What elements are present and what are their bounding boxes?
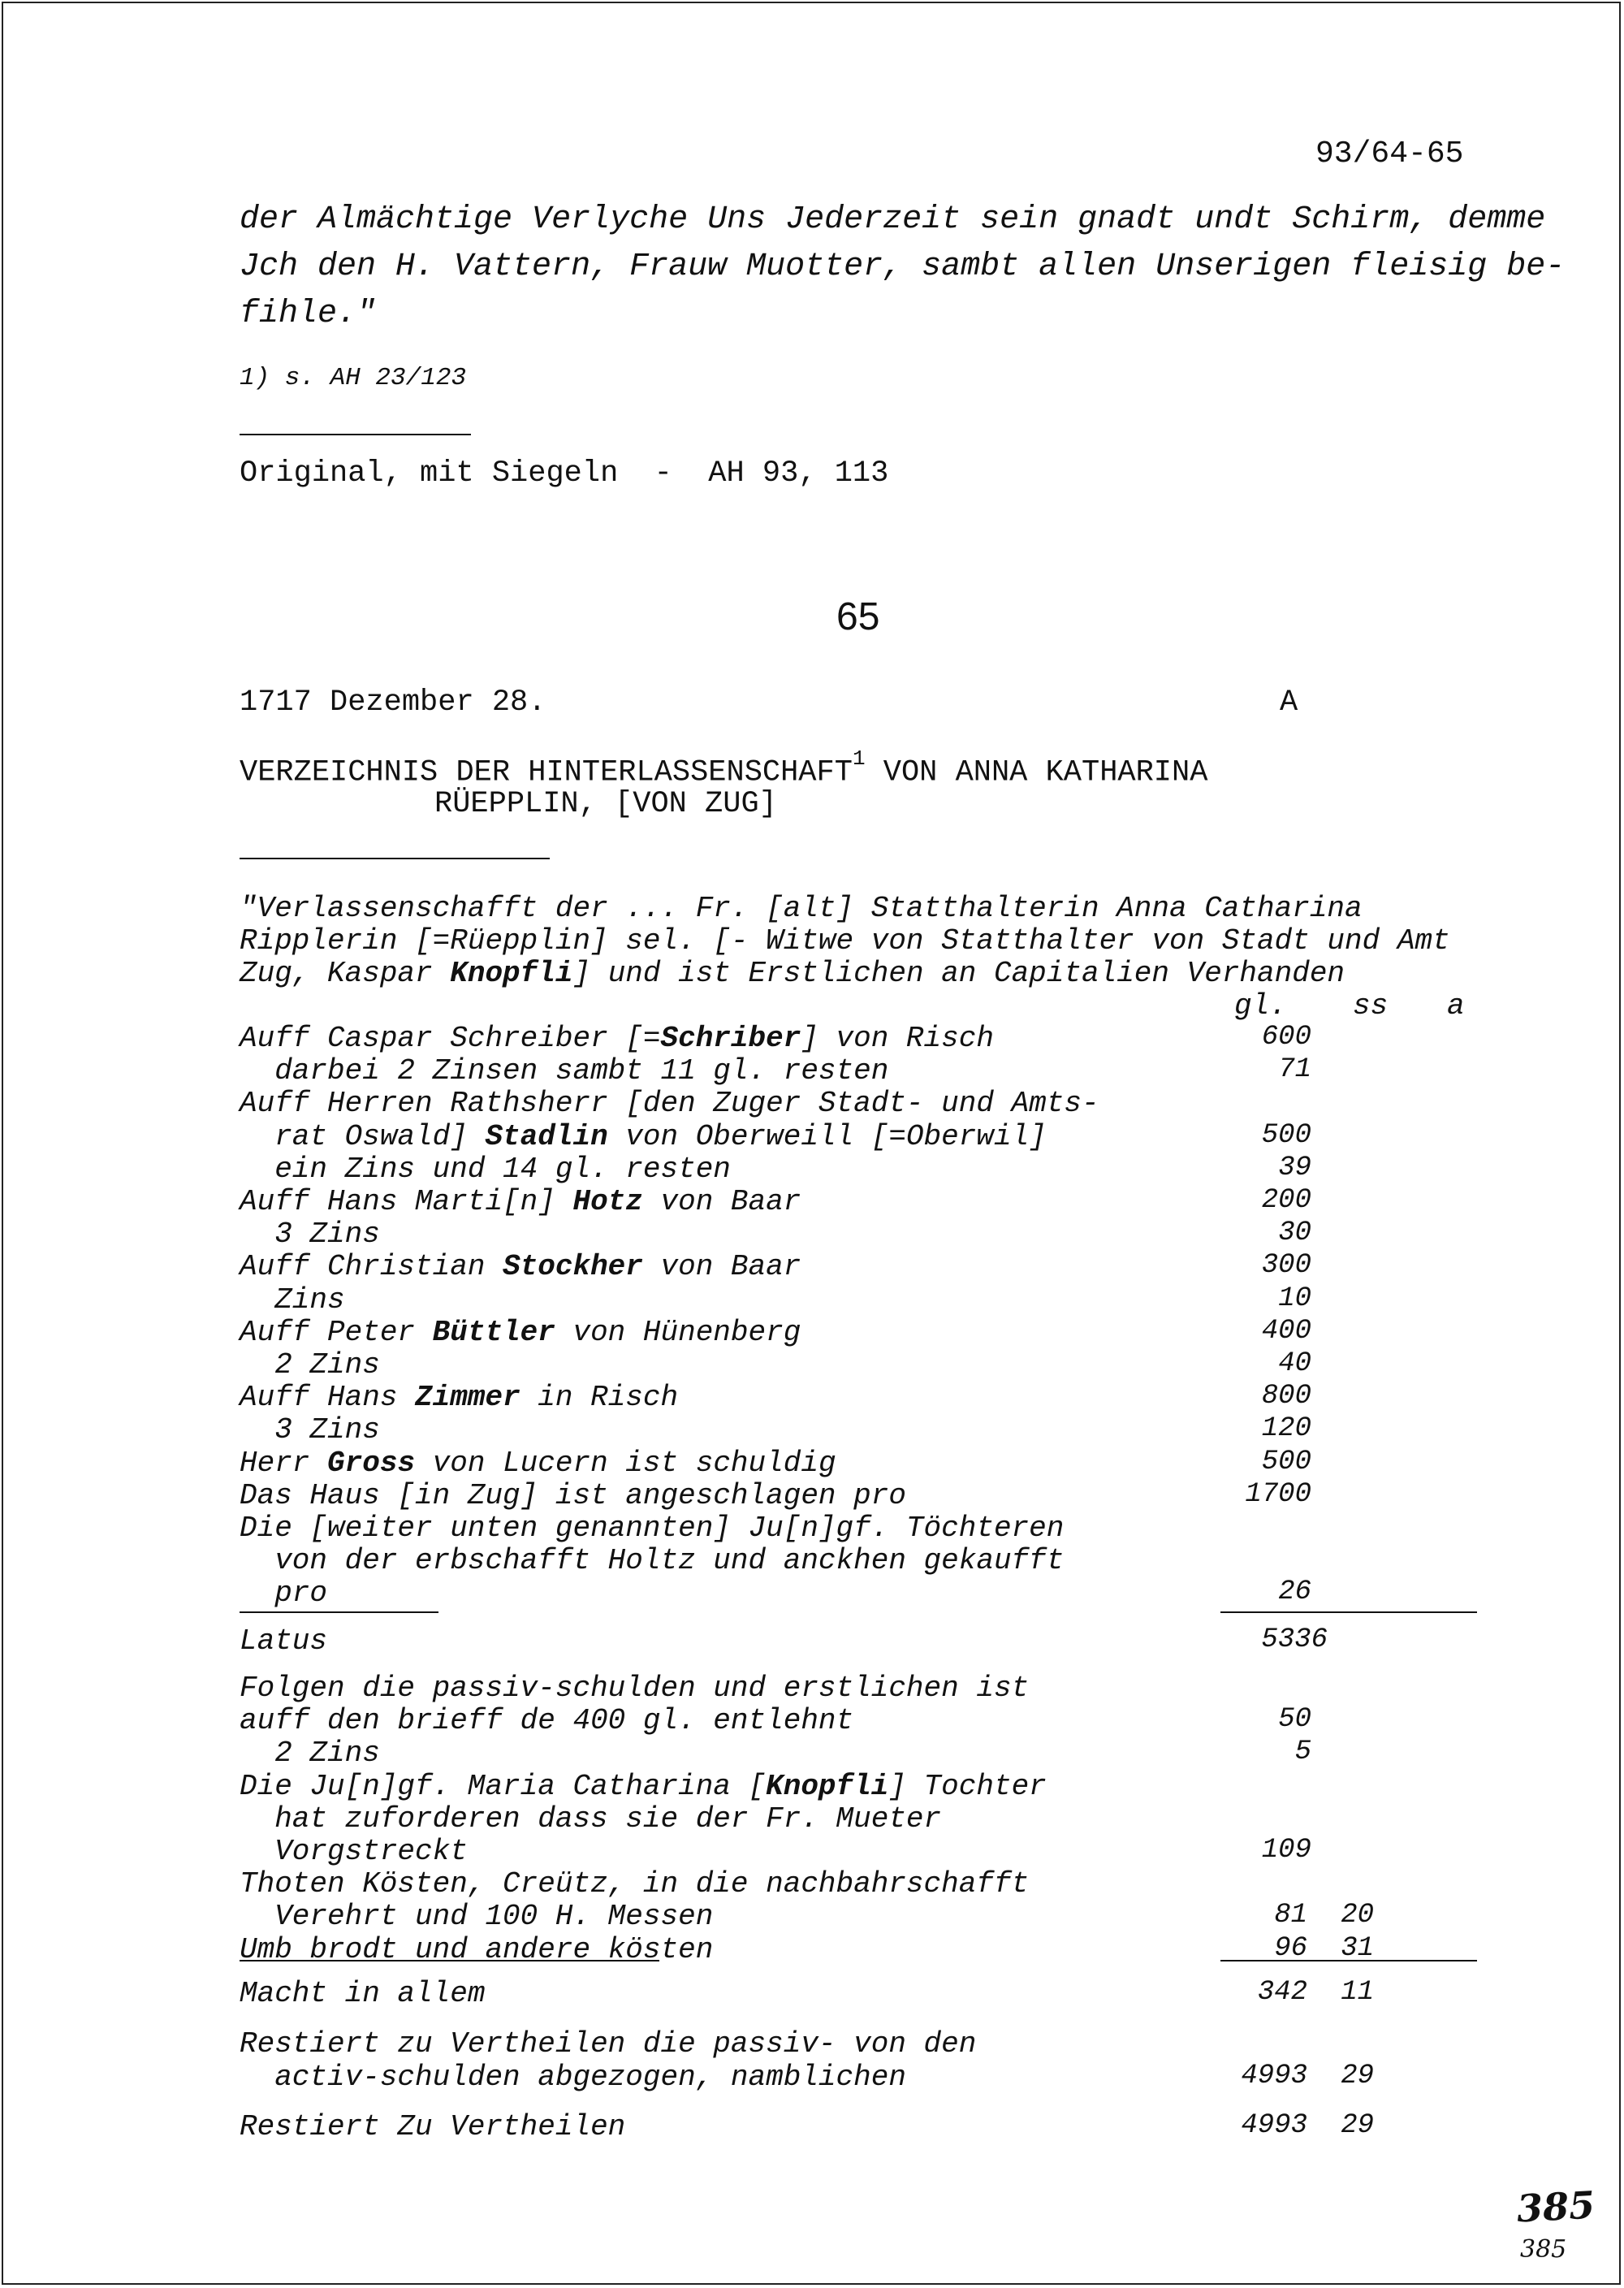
row-underline (240, 1960, 659, 1961)
row-text: rat Oswald] (240, 1119, 486, 1153)
row-amount-gl: 120 (1261, 1413, 1311, 1445)
ledger-row-text (240, 1120, 1047, 1153)
row-text: Auff Christian (240, 1250, 503, 1284)
ledger-row-text (240, 1737, 380, 1770)
ledger-row-text (240, 1512, 1064, 1545)
ledger-row-text (240, 1867, 1029, 1901)
ledger-row-text (240, 1544, 1064, 1577)
intro-text: Zug, Kaspar (240, 957, 451, 990)
handwritten-page-number: 385 (1515, 2182, 1596, 2231)
row-name: Hotz (572, 1185, 643, 1218)
remain-gl: 4993 (1241, 2061, 1307, 2091)
ledger-row-text (240, 1153, 731, 1186)
heading-part: VERZEICHNIS DER HINTERLASSENSCHAFT (240, 755, 853, 790)
column-header-a: a (1447, 989, 1465, 1023)
intro-text: ] und ist Erstlichen an Capitalien Verhanden (572, 957, 1345, 990)
ledger-row-text (240, 1185, 801, 1218)
row-text: darbei 2 Zinsen sambt 11 gl. resten (240, 1054, 889, 1088)
handwritten-page-number-small: 385 (1520, 2235, 1567, 2264)
column-header-ss: ss (1353, 989, 1389, 1023)
ledger-row-text (240, 1447, 836, 1480)
row-text: Verehrt und 100 H. Messen (240, 1900, 714, 1934)
ledger-row-text (240, 1770, 1047, 1803)
row-text: Zins (240, 1282, 345, 1317)
row-name: Knopfli (766, 1769, 889, 1803)
ledger-row-text (240, 1087, 1099, 1120)
row-text: 2 Zins (240, 1348, 380, 1382)
row-text: Auff Peter (240, 1315, 433, 1349)
ledger-row-text (240, 1479, 906, 1512)
row-amount-gl: 500 (1261, 1119, 1311, 1151)
intro-name: Knopfli (450, 957, 573, 990)
row-text: Das Haus [in Zug] ist angeschlagen pro (240, 1478, 906, 1512)
ledger-row-text (240, 1577, 327, 1610)
row-text: Auff Caspar Schreiber [= (240, 1022, 661, 1055)
letter-line: der Almächtige Verlyche Uns Jederzeit sein gnadt undt Schirm, demme (240, 201, 1546, 238)
row-amount-gl: 1700 (1245, 1478, 1311, 1510)
row-amount-ss: 31 (1341, 1932, 1374, 1964)
divider (240, 434, 471, 435)
row-text: hat zuforderen dass sie der Fr. Mueter (240, 1801, 942, 1836)
ledger-row-text (240, 1704, 853, 1737)
row-text: Auff Herren Rathsherr [den Zuger Stadt- und Amts- (240, 1087, 1099, 1121)
row-text: Auff Hans Marti[n] (240, 1185, 573, 1218)
row-text: Die [weiter unten genannten] Ju[n]gf. Töchteren (240, 1512, 1065, 1545)
row-amount-ss: 20 (1341, 1900, 1374, 1931)
total-label: Macht in allem (240, 1977, 486, 2010)
ledger-row-text (240, 1835, 468, 1868)
row-amount-gl: 26 (1278, 1577, 1311, 1608)
latus-gl: 5336 (1261, 1624, 1328, 1655)
row-text: 3 Zins (240, 1413, 380, 1447)
row-amount-gl: 5 (1294, 1737, 1311, 1768)
row-name: Gross (327, 1446, 416, 1480)
row-text: von Hünenberg (555, 1315, 801, 1349)
row-name: Stockher (503, 1250, 643, 1284)
row-amount-gl: 300 (1261, 1250, 1311, 1282)
footnote-marker: 1 (852, 746, 866, 771)
row-underline (240, 1611, 438, 1613)
ledger-row-text (240, 1022, 994, 1055)
remain-final-ss: 29 (1341, 2110, 1374, 2141)
ledger-row-text (240, 1250, 801, 1283)
remain-line: activ-schulden abgezogen, namblichen (240, 2061, 906, 2094)
row-text: Folgen die passiv-schulden und erstlichen ist (240, 1672, 1030, 1705)
row-text: ein Zins und 14 gl. resten (240, 1152, 731, 1186)
row-amount-gl: 600 (1261, 1022, 1311, 1053)
row-text: 3 Zins (240, 1218, 380, 1252)
row-amount-gl: 71 (1278, 1054, 1311, 1086)
ledger-row-text (240, 1802, 941, 1836)
remain-ss: 29 (1341, 2061, 1374, 2091)
letter-line: Jch den H. Vattern, Frauw Muotter, sambt allen Unserigen fleisig be- (240, 249, 1566, 285)
total-ss: 11 (1341, 1977, 1374, 2008)
row-name: Stadlin (485, 1119, 608, 1153)
letter-line: fihle." (240, 296, 377, 332)
ledger-row-text (240, 1054, 888, 1088)
divider (240, 858, 550, 859)
row-text: von Lucern ist schuldig (415, 1446, 836, 1480)
row-amount-gl: 50 (1278, 1704, 1311, 1736)
row-text: ] von Risch (801, 1022, 994, 1055)
row-amount-gl: 109 (1261, 1835, 1311, 1866)
remain-line: Restiert zu Vertheilen die passiv- von den (240, 2027, 977, 2061)
intro-line (240, 957, 1345, 990)
row-amount-gl: 40 (1278, 1348, 1311, 1379)
ledger-row-text (240, 1413, 380, 1447)
column-header-gl: gl. (1234, 989, 1287, 1023)
row-text: von Baar (642, 1185, 801, 1218)
row-amount-gl: 96 (1274, 1932, 1307, 1964)
row-amount-gl: 800 (1261, 1381, 1311, 1412)
sum-rule (1220, 1960, 1477, 1961)
source-note: Original, mit Siegeln - AH 93, 113 (240, 456, 889, 491)
remain-final-label: Restiert Zu Vertheilen (240, 2110, 626, 2143)
row-amount-gl: 10 (1278, 1282, 1311, 1314)
page-reference: 93/64-65 (1315, 136, 1464, 171)
row-text: ] Tochter (888, 1769, 1047, 1803)
row-text: von der erbschafft Holtz und anckhen gekaufft (240, 1544, 1065, 1578)
ledger-row-text (240, 1900, 713, 1933)
document-date: 1717 Dezember 28. (240, 686, 546, 720)
intro-line: "Verlassenschafft der ... Fr. [alt] Statthalterin Anna Catharina (240, 892, 1363, 925)
ledger-row-text (240, 1218, 380, 1251)
row-amount-gl: 30 (1278, 1218, 1311, 1249)
row-text: Auff Hans (240, 1381, 416, 1415)
row-amount-gl: 200 (1261, 1185, 1311, 1216)
row-amount-gl: 500 (1261, 1446, 1311, 1477)
row-text: 2 Zins (240, 1737, 380, 1771)
row-text: Thoten Kösten, Creütz, in die nachbahrschafft (240, 1867, 1030, 1901)
latus-label: Latus (240, 1624, 328, 1658)
row-amount-gl: 81 (1274, 1900, 1307, 1931)
total-gl: 342 (1257, 1977, 1307, 2008)
intro-line: Ripplerin [=Rüepplin] sel. [- Witwe von Statthalter von Stadt und Amt (240, 924, 1450, 958)
ledger-row-text (240, 1283, 345, 1317)
footnote: 1) s. AH 23/123 (240, 364, 467, 392)
document-number: 65 (836, 595, 880, 638)
row-text: Vorgstreckt (240, 1835, 468, 1868)
row-name: Zimmer (415, 1381, 520, 1415)
row-text: pro (240, 1577, 328, 1611)
version-mark: A (1280, 686, 1298, 720)
row-text: von Oberweill [=Oberwil] (607, 1119, 1047, 1153)
sum-rule (1220, 1611, 1477, 1613)
row-name: Büttler (432, 1315, 555, 1349)
row-amount-gl: 400 (1261, 1315, 1311, 1347)
row-text: Herr (240, 1446, 328, 1480)
row-text: auff den brieff de 400 gl. entlehnt (240, 1704, 854, 1738)
ledger-row-text (240, 1672, 1029, 1705)
ledger-row-text (240, 1348, 380, 1382)
heading-part: VON ANNA KATHARINA (865, 755, 1208, 790)
row-text: Umb brodt und andere kösten (240, 1932, 714, 1966)
heading-line-2: RÜEPPLIN, [VON ZUG] (434, 787, 777, 821)
row-amount-gl: 39 (1278, 1152, 1311, 1183)
remain-final-gl: 4993 (1241, 2110, 1307, 2141)
ledger-row-text (240, 1381, 678, 1414)
ledger-row-text (240, 1316, 801, 1349)
row-text: von Baar (642, 1250, 801, 1284)
document-heading (240, 746, 1208, 790)
row-text: in Risch (520, 1381, 679, 1415)
row-text: Die Ju[n]gf. Maria Catharina [ (240, 1769, 767, 1803)
row-name: Schriber (660, 1022, 801, 1055)
